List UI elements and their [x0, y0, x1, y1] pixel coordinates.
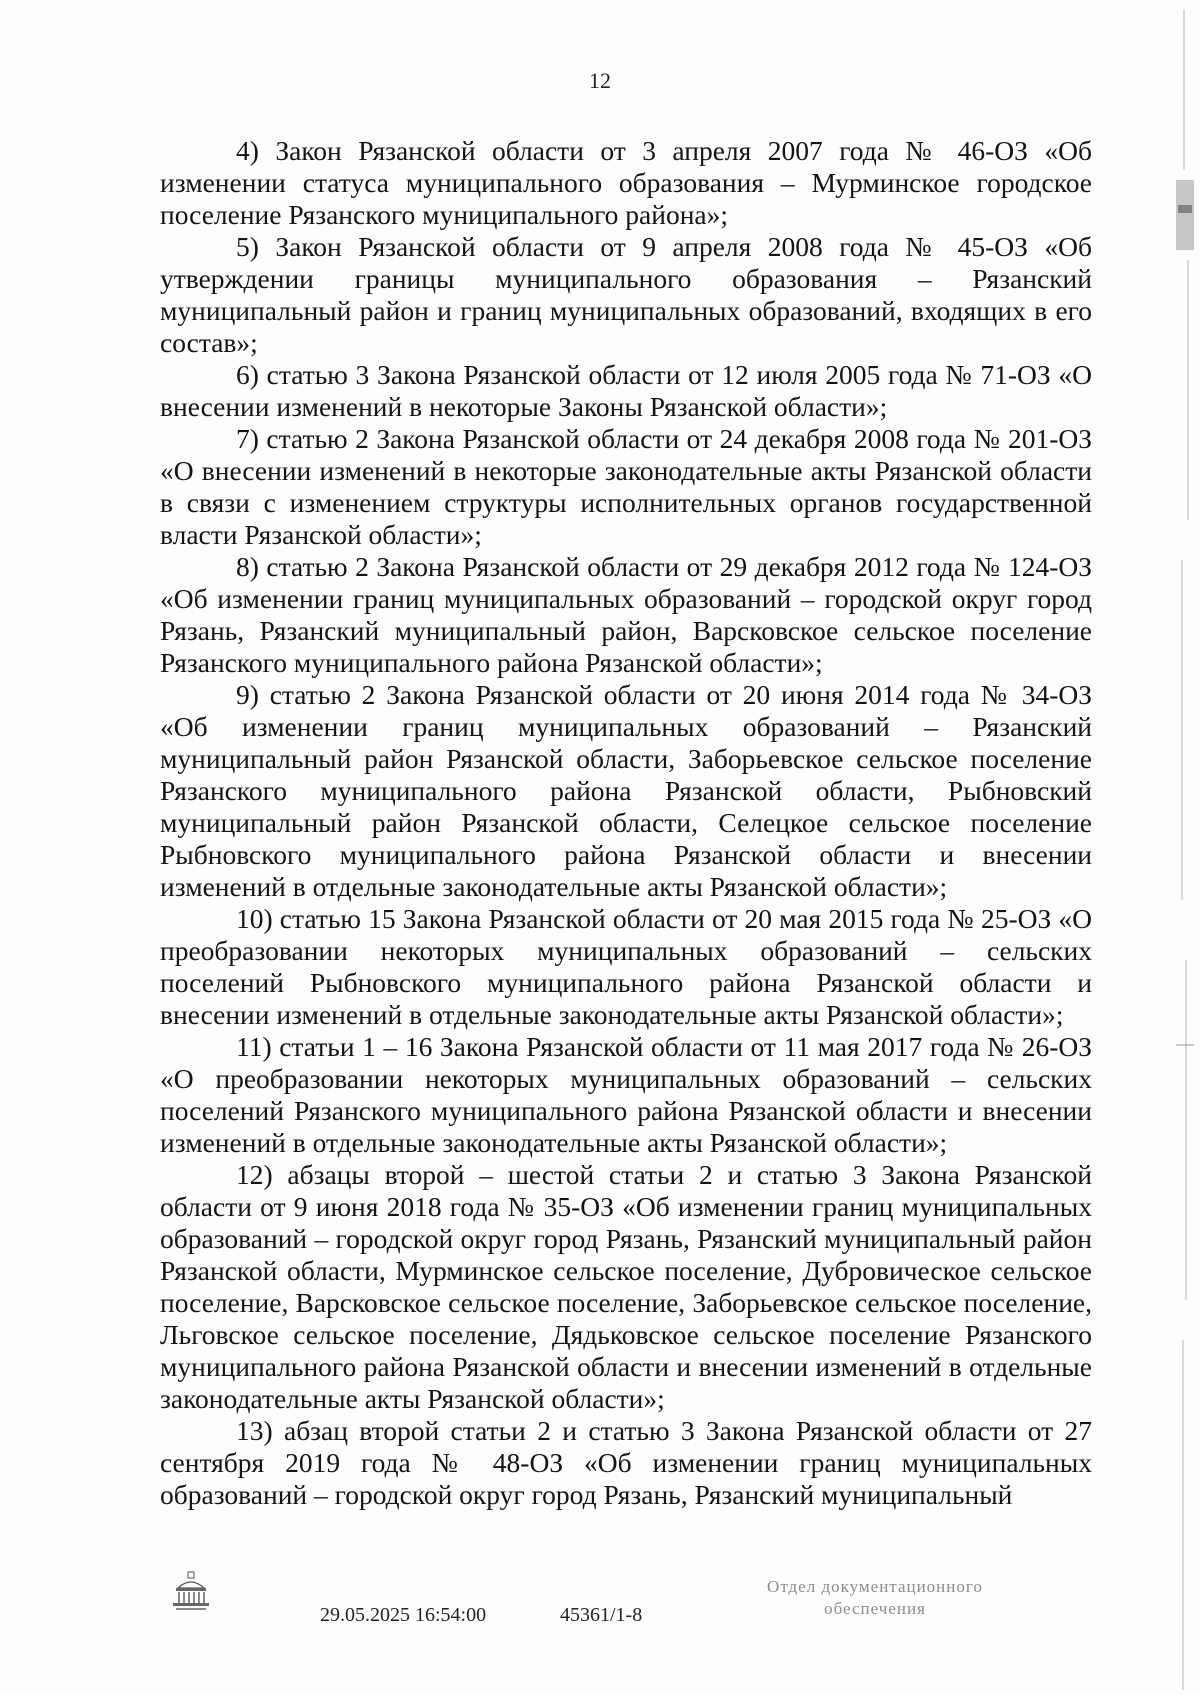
footer-registration-number: 45361/1-8 — [560, 1604, 643, 1626]
page-number: 12 — [589, 68, 611, 93]
list-item: 10) статью 15 Закона Рязанской области от 20 мая 2015 года № 25-ОЗ «О преобразовании некоторых муниципальных образований – сельских поселений Рыбновского муниципального района Рязанской области и внесении изменений в отдельные законодательные акты Рязанской области»; — [160, 903, 1092, 1030]
stamp-line: обеспечения — [824, 1599, 926, 1618]
list-item: 9) статью 2 Закона Рязанской области от 20 июня 2014 года № 34-ОЗ «Об изменении границ муниципальных образований – Рязанский муниципальный район Рязанской области, Заборьевское сельское поселение Рязанского муниципального района Рязанской области, Рыбновский муниципальный район Рязанской области, Селецкое сельское поселение Рыбновского муниципального района Рязанской области и внесении изменений в отдельные законодательные акты Рязанской области»; — [160, 679, 1092, 902]
department-stamp — [725, 1576, 1025, 1620]
parliament-emblem-icon — [170, 1570, 212, 1614]
list-item: 5) Закон Рязанской области от 9 апреля 2008 года № 45-ОЗ «Об утверждении границы муниципального образования – Рязанский муниципальный район и границ муниципальных образований, входящих в его состав»; — [160, 231, 1092, 358]
list-item: 4) Закон Рязанской области от 3 апреля 2007 года № 46-ОЗ «Об изменении статуса муниципального образования – Мурминское городское поселение Рязанского муниципального района»; — [160, 135, 1092, 230]
stamp-line: Отдел документационного — [767, 1577, 983, 1596]
footer-datetime: 29.05.2025 16:54:00 — [320, 1604, 487, 1626]
list-item: 7) статью 2 Закона Рязанской области от 24 декабря 2008 года № 201-ОЗ «О внесении изменений в некоторые законодательные акты Рязанской области в связи с изменением структуры исполнительных органов государственной власти Рязанской области»; — [160, 423, 1092, 550]
list-item: 6) статью 3 Закона Рязанской области от 12 июля 2005 года № 71-ОЗ «О внесении изменений в некоторые Законы Рязанской области»; — [160, 359, 1092, 422]
document-body — [160, 135, 1092, 1511]
list-item: 8) статью 2 Закона Рязанской области от 29 декабря 2012 года № 124-ОЗ «Об изменении границ муниципальных образований – городской округ город Рязань, Рязанский муниципальный район, Варсковское сельское поселение Рязанского муниципального района Рязанской области»; — [160, 551, 1092, 678]
list-item: 13) абзац второй статьи 2 и статью 3 Закона Рязанской области от 27 сентября 2019 года № 48-ОЗ «Об изменении границ муниципальных образований – городской округ город Рязань, Рязанский муниципальный — [160, 1415, 1092, 1510]
scan-edge-marks — [1168, 0, 1200, 1695]
list-item: 12) абзацы второй – шестой статьи 2 и статью 3 Закона Рязанской области от 9 июня 2018 года № 35-ОЗ «Об изменении границ муниципальных образований – городской округ город Рязань, Рязанский муниципальный район Рязанской области, Мурминское сельское поселение, Дубровическое сельское поселение, Варсковское сельское поселение, Заборьевское сельское поселение, Льговское сельское поселение, Дядьковское сельское поселение Рязанского муниципального района Рязанской области и внесении изменений в отдельные законодательные акты Рязанской области»; — [160, 1159, 1092, 1414]
list-item: 11) статьи 1 – 16 Закона Рязанской области от 11 мая 2017 года № 26-ОЗ «О преобразовании некоторых муниципальных образований – сельских поселений Рязанского муниципального района Рязанской области и внесении изменений в отдельные законодательные акты Рязанской области»; — [160, 1031, 1092, 1158]
